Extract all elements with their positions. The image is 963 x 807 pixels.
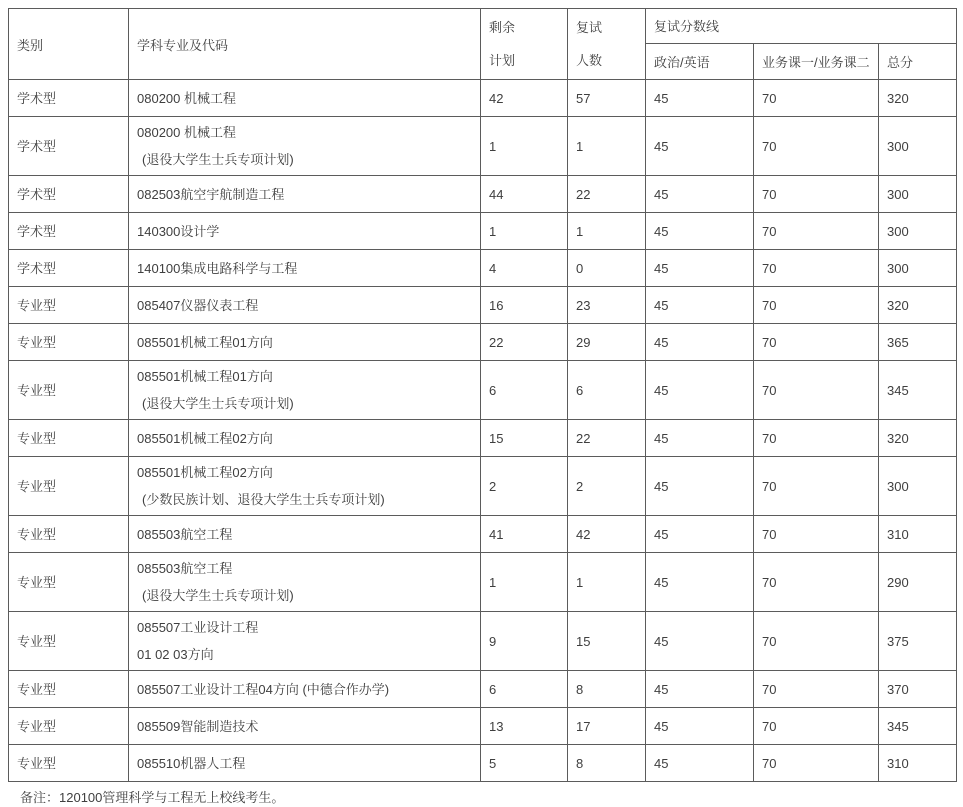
program-cell: [129, 671, 481, 708]
cell-text: 300: [887, 478, 909, 494]
table-row: [9, 745, 957, 782]
cell-text: 学术型: [17, 186, 57, 202]
cell-text: (少数民族计划、退役大学生士兵专项计划): [142, 492, 385, 507]
remaining-plan-cell: [481, 287, 568, 324]
cell-text: 45: [654, 223, 669, 239]
table-row: [9, 287, 957, 324]
cell-text: 6: [489, 681, 497, 697]
program-cell: [129, 213, 481, 250]
col-header-retest-line2: 人数: [576, 53, 603, 68]
cell-text: 5: [489, 755, 497, 771]
cell-text: 16: [489, 297, 504, 313]
total-score-cell: [879, 80, 957, 117]
cell-text: 70: [762, 478, 777, 494]
cell-text: 140100集成电路科学与工程: [137, 260, 298, 276]
cell-text: 41: [489, 526, 504, 542]
politics-english-cell: [646, 213, 754, 250]
total-score-cell: [879, 553, 957, 612]
cell-text: 375: [887, 633, 909, 649]
cell-text: 45: [654, 478, 669, 494]
program-cell: [129, 80, 481, 117]
business-course-cell: [754, 671, 879, 708]
cell-text: 学术型: [17, 90, 57, 106]
retest-count-cell: [568, 612, 646, 671]
politics-english-cell: [646, 176, 754, 213]
category-cell: [9, 516, 129, 553]
cell-text: 29: [576, 334, 591, 350]
cell-text: 23: [576, 297, 591, 313]
col-header-score-line-group: 复试分数线: [646, 9, 957, 44]
table-row: [9, 708, 957, 745]
business-course-cell: [754, 361, 879, 420]
total-score-cell: [879, 324, 957, 361]
cell-text: 45: [654, 138, 669, 154]
col-header-remaining-line1: 剩余: [489, 20, 516, 35]
cell-text: 22: [576, 186, 591, 202]
cell-text: 300: [887, 186, 909, 202]
col-header-politics-english: 政治/英语: [646, 43, 754, 79]
business-course-cell: [754, 250, 879, 287]
table-row: [9, 117, 957, 176]
cell-text: 345: [887, 382, 909, 398]
business-course-cell: [754, 420, 879, 457]
cell-text: 45: [654, 382, 669, 398]
remaining-plan-cell: [481, 671, 568, 708]
cell-text: 70: [762, 260, 777, 276]
politics-english-cell: [646, 287, 754, 324]
cell-text: 085510机器人工程: [137, 755, 246, 771]
program-cell: [129, 176, 481, 213]
cell-text: 70: [762, 574, 777, 590]
cell-text: 45: [654, 574, 669, 590]
politics-english-cell: [646, 250, 754, 287]
cell-text: 44: [489, 186, 504, 202]
cell-text: 140300设计学: [137, 223, 220, 239]
cell-text: 085501机械工程01方向: [137, 369, 273, 384]
politics-english-cell: [646, 516, 754, 553]
politics-english-cell: [646, 553, 754, 612]
category-cell: [9, 553, 129, 612]
remaining-plan-cell: [481, 420, 568, 457]
category-cell: [9, 324, 129, 361]
cell-text: 70: [762, 334, 777, 350]
retest-count-cell: [568, 80, 646, 117]
remaining-plan-cell: [481, 612, 568, 671]
total-score-cell: [879, 516, 957, 553]
cell-text: 15: [576, 633, 591, 649]
table-row: [9, 457, 957, 516]
score-line-table: [8, 8, 957, 782]
retest-count-cell: [568, 176, 646, 213]
cell-text: 1: [576, 574, 584, 590]
retest-count-cell: [568, 324, 646, 361]
cell-text: 45: [654, 90, 669, 106]
cell-text: 57: [576, 90, 591, 106]
cell-text: 17: [576, 718, 591, 734]
cell-text: (退役大学生士兵专项计划): [142, 588, 294, 603]
remaining-plan-cell: [481, 80, 568, 117]
cell-text: 085501机械工程01方向: [137, 334, 273, 350]
cell-text: 1: [576, 138, 584, 154]
business-course-cell: [754, 553, 879, 612]
total-score-cell: [879, 745, 957, 782]
program-cell: [129, 250, 481, 287]
program-cell: [129, 553, 481, 612]
total-score-cell: [879, 176, 957, 213]
business-course-cell: [754, 708, 879, 745]
cell-text: 345: [887, 718, 909, 734]
retest-count-cell: [568, 516, 646, 553]
cell-text: 320: [887, 430, 909, 446]
cell-text: 085501机械工程02方向: [137, 430, 273, 446]
business-course-cell: [754, 457, 879, 516]
cell-text: 1: [489, 574, 497, 590]
politics-english-cell: [646, 745, 754, 782]
table-row: [9, 250, 957, 287]
business-course-cell: [754, 324, 879, 361]
cell-text: 8: [576, 681, 584, 697]
cell-text: 专业型: [17, 681, 57, 697]
business-course-cell: [754, 80, 879, 117]
col-header-remaining-line2: 计划: [489, 53, 516, 68]
cell-text: 085501机械工程02方向: [137, 465, 273, 480]
cell-text: 70: [762, 138, 777, 154]
politics-english-cell: [646, 117, 754, 176]
cell-text: 1: [489, 223, 497, 239]
cell-text: 45: [654, 297, 669, 313]
table-row: [9, 361, 957, 420]
category-cell: [9, 457, 129, 516]
program-cell: [129, 516, 481, 553]
cell-text: 45: [654, 633, 669, 649]
cell-text: 082503航空宇航制造工程: [137, 186, 285, 202]
cell-text: 45: [654, 430, 669, 446]
table-row: [9, 612, 957, 671]
total-score-cell: [879, 361, 957, 420]
table-row: [9, 213, 957, 250]
retest-count-cell: [568, 708, 646, 745]
program-cell: [129, 457, 481, 516]
col-header-program: 学科专业及代码: [129, 9, 481, 80]
business-course-cell: [754, 176, 879, 213]
cell-text: 专业型: [17, 297, 57, 313]
cell-text: 13: [489, 718, 504, 734]
remaining-plan-cell: [481, 745, 568, 782]
cell-text: 320: [887, 90, 909, 106]
cell-text: 专业型: [17, 633, 57, 649]
cell-text: 专业型: [17, 755, 57, 771]
cell-text: 专业型: [17, 478, 57, 494]
col-header-retest-count: [568, 9, 646, 80]
category-cell: [9, 361, 129, 420]
cell-text: 45: [654, 755, 669, 771]
remaining-plan-cell: [481, 324, 568, 361]
category-cell: [9, 287, 129, 324]
cell-text: 085503航空工程: [137, 561, 233, 576]
program-cell: [129, 287, 481, 324]
col-header-remaining-plan: [481, 9, 568, 80]
table-row: [9, 176, 957, 213]
retest-count-cell: [568, 457, 646, 516]
cell-text: 42: [489, 90, 504, 106]
cell-text: 085503航空工程: [137, 526, 233, 542]
cell-text: 专业型: [17, 382, 57, 398]
total-score-cell: [879, 671, 957, 708]
politics-english-cell: [646, 671, 754, 708]
program-cell: [129, 361, 481, 420]
cell-text: 学术型: [17, 138, 57, 154]
cell-text: 1: [489, 138, 497, 154]
cell-text: 45: [654, 526, 669, 542]
cell-text: 0: [576, 260, 584, 276]
cell-text: 45: [654, 681, 669, 697]
politics-english-cell: [646, 361, 754, 420]
remaining-plan-cell: [481, 176, 568, 213]
cell-text: 6: [576, 382, 584, 398]
cell-text: 1: [576, 223, 584, 239]
category-cell: [9, 250, 129, 287]
cell-text: 365: [887, 334, 909, 350]
total-score-cell: [879, 457, 957, 516]
col-header-business-courses: 业务课一/业务课二: [754, 43, 879, 79]
program-cell: [129, 612, 481, 671]
table-row: [9, 553, 957, 612]
cell-text: 085407仪器仪表工程: [137, 297, 259, 313]
cell-text: 专业型: [17, 718, 57, 734]
remaining-plan-cell: [481, 117, 568, 176]
cell-text: 290: [887, 574, 909, 590]
cell-text: 370: [887, 681, 909, 697]
table-row: [9, 80, 957, 117]
cell-text: 专业型: [17, 430, 57, 446]
cell-text: 45: [654, 260, 669, 276]
program-cell: [129, 117, 481, 176]
business-course-cell: [754, 516, 879, 553]
cell-text: 310: [887, 755, 909, 771]
business-course-cell: [754, 745, 879, 782]
category-cell: [9, 213, 129, 250]
politics-english-cell: [646, 708, 754, 745]
cell-text: 6: [489, 382, 497, 398]
category-cell: [9, 80, 129, 117]
cell-text: 310: [887, 526, 909, 542]
cell-text: 70: [762, 681, 777, 697]
cell-text: 01 02 03方向: [137, 647, 214, 662]
cell-text: 8: [576, 755, 584, 771]
cell-text: 70: [762, 633, 777, 649]
cell-text: 320: [887, 297, 909, 313]
cell-text: 085507工业设计工程04方向 (中德合作办学): [137, 681, 390, 697]
cell-text: 70: [762, 526, 777, 542]
retest-count-cell: [568, 250, 646, 287]
retest-count-cell: [568, 420, 646, 457]
col-header-total-score: 总分: [879, 43, 957, 79]
program-cell: [129, 745, 481, 782]
retest-count-cell: [568, 745, 646, 782]
business-course-cell: [754, 287, 879, 324]
remaining-plan-cell: [481, 708, 568, 745]
page-content: [8, 8, 957, 807]
footer-note: 备注：120100管理科学与工程无上校线考生。: [20, 790, 285, 805]
table-body: [9, 80, 957, 782]
category-cell: [9, 176, 129, 213]
program-cell: [129, 324, 481, 361]
remaining-plan-cell: [481, 516, 568, 553]
table-row: [9, 671, 957, 708]
retest-count-cell: [568, 553, 646, 612]
cell-text: 70: [762, 223, 777, 239]
cell-text: 70: [762, 430, 777, 446]
business-course-cell: [754, 117, 879, 176]
cell-text: 专业型: [17, 334, 57, 350]
cell-text: 70: [762, 297, 777, 313]
category-cell: [9, 708, 129, 745]
col-header-retest-line1: 复试: [576, 20, 603, 35]
total-score-cell: [879, 250, 957, 287]
cell-text: 22: [576, 430, 591, 446]
cell-text: 70: [762, 186, 777, 202]
remaining-plan-cell: [481, 553, 568, 612]
remaining-plan-cell: [481, 213, 568, 250]
retest-count-cell: [568, 287, 646, 324]
cell-text: 学术型: [17, 260, 57, 276]
total-score-cell: [879, 117, 957, 176]
cell-text: 45: [654, 718, 669, 734]
cell-text: 22: [489, 334, 504, 350]
cell-text: 45: [654, 186, 669, 202]
cell-text: 70: [762, 382, 777, 398]
cell-text: 300: [887, 260, 909, 276]
table-row: [9, 516, 957, 553]
col-header-category: 类别: [9, 9, 129, 80]
retest-count-cell: [568, 213, 646, 250]
business-course-cell: [754, 213, 879, 250]
cell-text: 300: [887, 223, 909, 239]
cell-text: 45: [654, 334, 669, 350]
politics-english-cell: [646, 457, 754, 516]
retest-count-cell: [568, 117, 646, 176]
cell-text: 085507工业设计工程: [137, 620, 259, 635]
cell-text: 4: [489, 260, 497, 276]
cell-text: 080200 机械工程: [137, 125, 236, 140]
cell-text: (退役大学生士兵专项计划): [142, 396, 294, 411]
remaining-plan-cell: [481, 250, 568, 287]
politics-english-cell: [646, 420, 754, 457]
cell-text: 080200 机械工程: [137, 90, 236, 106]
cell-text: 专业型: [17, 574, 57, 590]
cell-text: 70: [762, 755, 777, 771]
cell-text: 2: [489, 478, 497, 494]
cell-text: 专业型: [17, 526, 57, 542]
program-cell: [129, 420, 481, 457]
cell-text: (退役大学生士兵专项计划): [142, 152, 294, 167]
cell-text: 15: [489, 430, 504, 446]
total-score-cell: [879, 708, 957, 745]
retest-count-cell: [568, 361, 646, 420]
program-cell: [129, 708, 481, 745]
category-cell: [9, 612, 129, 671]
total-score-cell: [879, 612, 957, 671]
table-row: [9, 324, 957, 361]
retest-count-cell: [568, 671, 646, 708]
category-cell: [9, 420, 129, 457]
category-cell: [9, 671, 129, 708]
politics-english-cell: [646, 80, 754, 117]
cell-text: 9: [489, 633, 497, 649]
category-cell: [9, 745, 129, 782]
table-row: [9, 420, 957, 457]
table-header: [9, 9, 957, 80]
total-score-cell: [879, 420, 957, 457]
cell-text: 70: [762, 90, 777, 106]
politics-english-cell: [646, 324, 754, 361]
cell-text: 70: [762, 718, 777, 734]
header-row-top: [9, 9, 957, 44]
cell-text: 学术型: [17, 223, 57, 239]
cell-text: 2: [576, 478, 584, 494]
total-score-cell: [879, 287, 957, 324]
business-course-cell: [754, 612, 879, 671]
politics-english-cell: [646, 612, 754, 671]
total-score-cell: [879, 213, 957, 250]
cell-text: 300: [887, 138, 909, 154]
remaining-plan-cell: [481, 457, 568, 516]
remaining-plan-cell: [481, 361, 568, 420]
category-cell: [9, 117, 129, 176]
cell-text: 085509智能制造技术: [137, 718, 259, 734]
cell-text: 42: [576, 526, 591, 542]
